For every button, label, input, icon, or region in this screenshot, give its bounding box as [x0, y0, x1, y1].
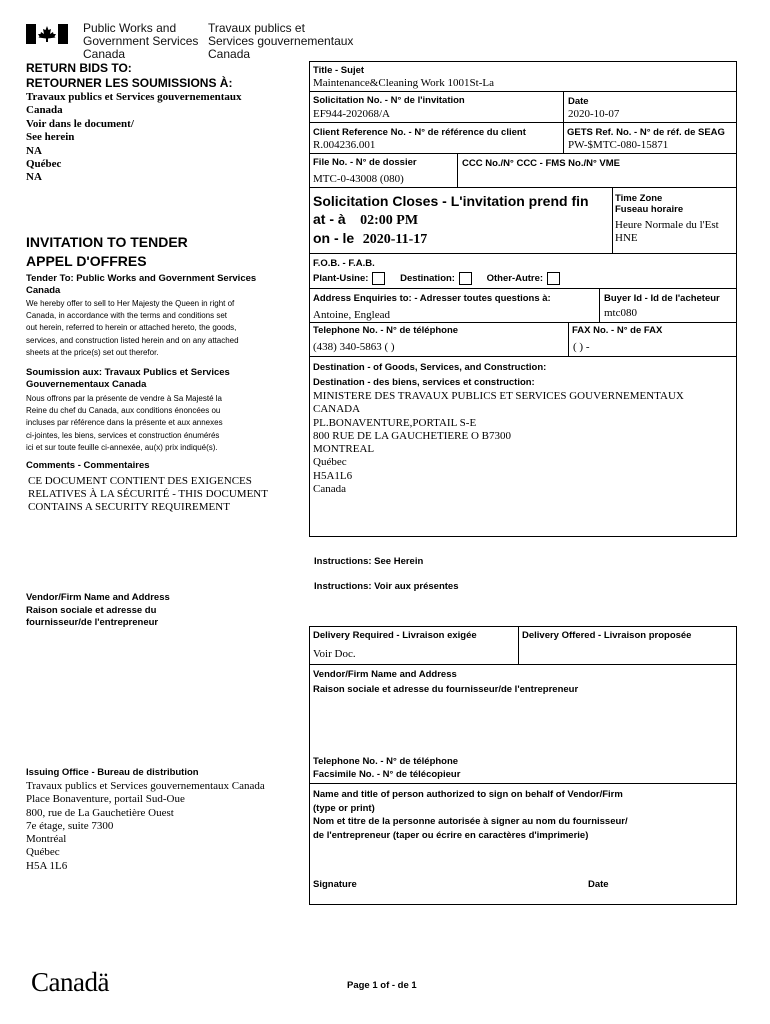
page-number: Page 1 of - de 1	[347, 980, 417, 991]
fax-value: ( ) -	[573, 341, 590, 353]
solicitation-label: Solicitation No. - N° de l'invitation	[313, 95, 465, 106]
file-label: File No. - N° de dossier	[313, 157, 417, 168]
telephone-value: (438) 340-5863 ( )	[313, 341, 395, 353]
signature-label: Signature	[313, 879, 357, 890]
issuing-office-address: Travaux publics et Services gouvernementaux Canada Place Bonaventure, portail Sud-Oue 800, rue de La Gauchetière Ouest 7e étage, suite 7300 Montréal Québec H5A 1L6	[26, 780, 265, 872]
authorized-person-label: Name and title of person authorized to sign on behalf of Vendor/Firm (type or print) Nom et titre de la personne autorisée à signer au nom du fournisseur/ de l'entrepreneur (taper ou écrire en caractères d'imprimerie)	[313, 789, 628, 841]
client-ref-label: Client Reference No. - N° de référence du client	[313, 127, 526, 138]
solicitation-closes-label: Solicitation Closes - L'invitation prend fin	[313, 193, 589, 209]
offer-text-en: We hereby offer to sell to Her Majesty the Queen in right of Canada, in accordance with the terms and conditions set out herein, referred to herein or attached hereto, the goods, services, and construction listed herein and on any attached sheets at the price(s) set out therefor.	[26, 299, 239, 357]
time-zone-label: Time Zone Fuseau horaire	[615, 193, 684, 215]
closing-date: on - le 2020-11-17	[313, 230, 428, 247]
instructions-fr: Instructions: Voir aux présentes	[314, 581, 459, 592]
tender-to-label: Tender To: Public Works and Government Services Canada	[26, 273, 257, 296]
comments-text: CE DOCUMENT CONTIENT DES EXIGENCES RELATIVES À LA SÉCURITÉ - THIS DOCUMENT CONTAINS A SECURITY REQUIREMENT	[28, 475, 268, 513]
gets-label: GETS Ref. No. - N° de réf. de SEAG	[567, 127, 725, 138]
canada-wordmark: Canadä	[31, 967, 109, 997]
telephone-label: Telephone No. - N° de téléphone	[313, 325, 459, 336]
address-enquiries-value: Antoine, Englead	[313, 309, 390, 321]
delivery-required-value: Voir Doc.	[313, 648, 356, 660]
title-label: Title - Sujet	[313, 65, 365, 76]
vendor-phone-label: Telephone No. - N° de téléphone Facsimile No. - N° de télécopieur	[313, 756, 461, 780]
other-checkbox[interactable]	[547, 272, 560, 285]
vendor-name-label: Vendor/Firm Name and Address Raison sociale et adresse du fournisseur/de l'entrepreneur	[313, 669, 579, 695]
solicitation-value: EF944-202068/A	[313, 108, 390, 120]
buyer-id-value: mtc080	[604, 307, 637, 319]
closing-time: at - à 02:00 PM	[313, 211, 419, 228]
date-value: 2020-10-07	[568, 108, 620, 120]
return-bids-title: RETURN BIDS TO: RETOURNER LES SOUMISSIONS À:	[26, 61, 233, 90]
time-zone-value: Heure Normale du l'Est HNE	[615, 219, 719, 244]
vendor-label-left: Vendor/Firm Name and Address Raison sociale et adresse du fournisseur/de l'entrepreneur	[26, 592, 170, 628]
delivery-offered-label: Delivery Offered - Livraison proposée	[522, 630, 692, 641]
return-bids-address: Travaux publics et Services gouvernementaux Canada Voir dans le document/ See herein NA Québec NA	[26, 91, 242, 184]
plant-checkbox[interactable]	[372, 272, 385, 285]
delivery-required-label: Delivery Required - Livraison exigée	[313, 630, 477, 641]
instructions-en: Instructions: See Herein	[314, 556, 424, 567]
file-value: MTC-0-43008 (080)	[313, 173, 404, 185]
signature-date-label: Date	[588, 879, 609, 890]
destination-checkbox[interactable]	[459, 272, 472, 285]
client-ref-value: R.004236.001	[313, 139, 376, 151]
fob-label: F.O.B. - F.A.B.	[313, 258, 375, 269]
offer-text-fr: Nous offrons par la présente de vendre à Sa Majesté la Reine du chef du Canada, aux conditions énoncées ou incluses par référence dans la présente et aux annexes ci-jointes, les biens, services et construction énumérés ici et sur toute feuille ci-annexée, au(x) prix indiqué(s).	[26, 394, 223, 452]
address-enquiries-label: Address Enquiries to: - Adresser toutes questions à:	[313, 293, 551, 304]
department-name-en: Public Works and Government Services Canada	[83, 21, 199, 61]
destination-address: MINISTERE DES TRAVAUX PUBLICS ET SERVICES GOUVERNEMENTAUX CANADA PL.BONAVENTURE,PORTAIL S-E 800 RUE DE LA GAUCHETIERE O B7300 MONTREAL Québec H5A1L6 Canada	[313, 390, 684, 496]
ccc-label: CCC No./N° CCC - FMS No./N° VME	[462, 158, 621, 169]
date-label: Date	[568, 96, 589, 107]
invitation-title: INVITATION TO TENDER APPEL D'OFFRES	[26, 234, 188, 269]
department-name-fr: Travaux publics et Services gouvernementaux Canada	[208, 21, 354, 61]
buyer-id-label: Buyer Id - Id de l'acheteur	[604, 293, 720, 304]
title-value: Maintenance&Cleaning Work 1001St-La	[313, 77, 494, 89]
fob-options: Plant-Usine: Destination: Other-Autre:	[313, 271, 566, 286]
gets-value: PW-$MTC-080-15871	[568, 139, 669, 151]
soumission-label: Soumission aux: Travaux Publics et Services Gouvernementaux Canada	[26, 367, 230, 390]
canada-flag-logo	[26, 24, 68, 44]
fax-label: FAX No. - N° de FAX	[572, 325, 663, 336]
comments-label: Comments - Commentaires	[26, 460, 150, 471]
destination-label: Destination - of Goods, Services, and Construction: Destination - des biens, services et construction:	[313, 362, 547, 388]
issuing-office-label: Issuing Office - Bureau de distribution	[26, 767, 199, 778]
